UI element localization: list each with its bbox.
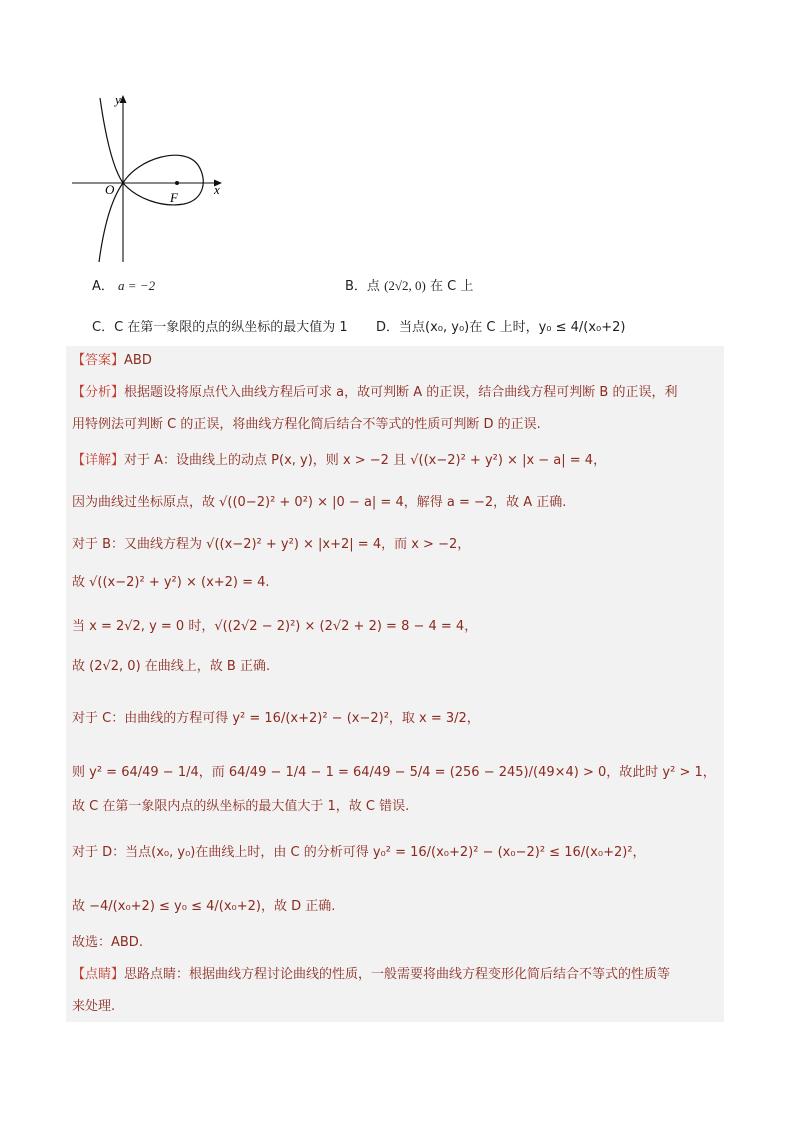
choice-c — [92, 316, 348, 335]
detail-text-7: 对于 C：由曲线的方程可得 y² = 16/(x+2)² − (x−2)²，取 x = 3/2， — [72, 711, 480, 726]
choice-b — [345, 275, 473, 294]
analysis-tag: 【分析】 — [72, 385, 125, 400]
origin-label: O — [105, 182, 115, 197]
tip-text-2: 来处理. — [72, 999, 116, 1014]
curve-figure — [66, 90, 236, 268]
detail-text-2: 因为曲线过坐标原点，故 √((0−2)² + 0²) × |0 − a| = 4，解得 a = −2，故 A 正确. — [72, 495, 567, 510]
detail-line-7 — [72, 710, 480, 728]
detail-text-3: 对于 B：又曲线方程为 √((x−2)² + y²) × |x+2| = 4，而 x > −2， — [72, 537, 471, 552]
detail-text-1: 对于 A：设曲线上的动点 P(x, y)，则 x > −2 且 √((x−2)² + y²) × |x − a| = 4， — [124, 453, 607, 468]
choice-c-text: C．C 在第一象限的点的纵坐标的最大值为 1 — [92, 320, 348, 335]
tip-line-1 — [72, 966, 670, 984]
answer-tag: 【答案】 — [72, 353, 125, 368]
curve-upper-branch — [100, 98, 123, 183]
detail-line-11 — [72, 898, 335, 916]
focus-point — [175, 181, 179, 185]
tip-text-1: 思路点睛：根据曲线方程讨论曲线的性质，一般需要将曲线方程变形化简后结合不等式的性质等 — [124, 967, 671, 982]
y-axis-label: y — [115, 92, 121, 107]
analysis-text-1: 根据题设将原点代入曲线方程后可求 a，故可判断 A 的正误，结合曲线方程可判断 B 的正误，利 — [124, 385, 678, 400]
choice-b-point: (2√2, 0) — [384, 278, 426, 293]
detail-text-6: 故 (2√2, 0) 在曲线上，故 B 正确. — [72, 659, 271, 674]
detail-line-2 — [72, 494, 566, 512]
detail-text-10: 对于 D：当点(x₀, y₀)在曲线上时，由 C 的分析可得 y₀² = 16/(x₀+2)² − (x₀−2)² ≤ 16/(x₀+2)²， — [72, 845, 646, 860]
choice-d — [376, 316, 626, 335]
tip-line-2 — [72, 998, 115, 1016]
choice-d-text: D．当点(x₀, y₀)在 C 上时，y₀ ≤ 4/(x₀+2) — [376, 320, 626, 335]
detail-line-10 — [72, 844, 646, 862]
answer-value: ABD — [124, 353, 152, 368]
detail-text-11: 故 −4/(x₀+2) ≤ y₀ ≤ 4/(x₀+2)，故 D 正确. — [72, 899, 336, 914]
focus-label: F — [170, 190, 178, 205]
detail-line-5 — [72, 618, 477, 636]
analysis-line-1 — [72, 384, 677, 402]
detail-line-6 — [72, 658, 270, 676]
detail-line-8 — [72, 764, 716, 782]
choice-a-text: a = −2 — [118, 278, 156, 293]
analysis-text-2: 用特例法可判断 C 的正误，将曲线方程化简后结合不等式的性质可判断 D 的正误. — [72, 417, 541, 432]
choice-b-after: 在 C 上 — [430, 279, 474, 294]
curve-loop — [123, 155, 203, 205]
answer-line — [72, 352, 152, 370]
choice-a-letter: A． — [92, 279, 114, 294]
choice-a — [92, 275, 155, 294]
detail-line-1 — [72, 452, 606, 470]
choose-text: 故选：ABD. — [72, 935, 143, 950]
detail-line-3 — [72, 536, 470, 554]
detail-tag: 【详解】 — [72, 453, 125, 468]
tip-tag: 【点睛】 — [72, 967, 125, 982]
solution-panel — [66, 346, 724, 1022]
x-axis-label: x — [214, 182, 220, 197]
analysis-line-2 — [72, 416, 541, 434]
detail-text-8: 则 y² = 64/49 − 1/4，而 64/49 − 1/4 − 1 = 64/49 − 5/4 = (256 − 245)/(49×4) > 0，故此时 y² > 1， — [72, 765, 716, 780]
detail-line-9 — [72, 798, 409, 816]
detail-text-9: 故 C 在第一象限内点的纵坐标的最大值大于 1，故 C 错误. — [72, 799, 410, 814]
detail-text-5: 当 x = 2√2, y = 0 时，√((2√2 − 2)²) × (2√2 + 2) = 8 − 4 = 4， — [72, 619, 478, 634]
detail-line-4 — [72, 574, 270, 592]
detail-text-4: 故 √((x−2)² + y²) × (x+2) = 4. — [72, 575, 270, 590]
choose-line — [72, 934, 143, 952]
choice-b-letter: B．点 — [345, 279, 380, 294]
